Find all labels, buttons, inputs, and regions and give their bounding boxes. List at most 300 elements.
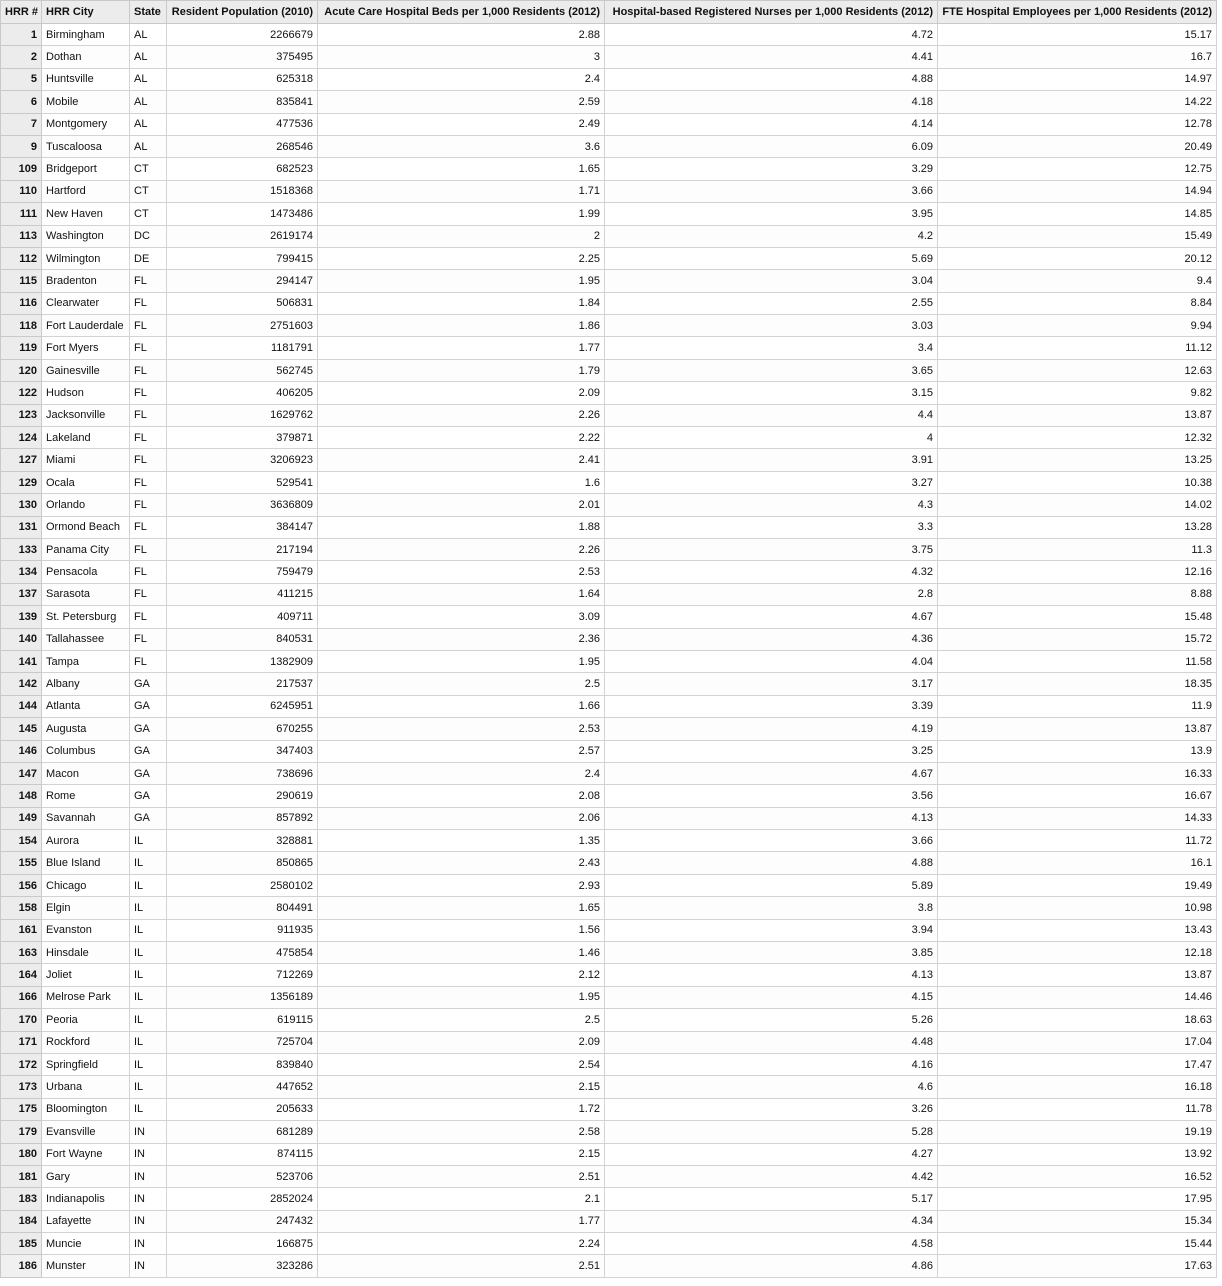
- hrr-city-cell[interactable]: Melrose Park: [42, 986, 130, 1008]
- population-cell[interactable]: 290619: [167, 785, 318, 807]
- hrr-number-cell[interactable]: 137: [1, 583, 42, 605]
- beds-cell[interactable]: 2.26: [318, 538, 605, 560]
- hrr-number-cell[interactable]: 186: [1, 1255, 42, 1277]
- employees-cell[interactable]: 11.9: [938, 695, 1217, 717]
- hrr-city-cell[interactable]: Pensacola: [42, 561, 130, 583]
- hrr-city-cell[interactable]: Ormond Beach: [42, 516, 130, 538]
- beds-cell[interactable]: 1.66: [318, 695, 605, 717]
- population-cell[interactable]: 911935: [167, 919, 318, 941]
- table-row[interactable]: [1, 1165, 1217, 1187]
- employees-cell[interactable]: 10.38: [938, 471, 1217, 493]
- state-cell[interactable]: AL: [130, 68, 167, 90]
- population-cell[interactable]: 3636809: [167, 494, 318, 516]
- state-cell[interactable]: AL: [130, 135, 167, 157]
- hrr-number-cell[interactable]: 109: [1, 158, 42, 180]
- hrr-number-cell[interactable]: 122: [1, 382, 42, 404]
- employees-cell[interactable]: 20.49: [938, 135, 1217, 157]
- table-row[interactable]: [1, 561, 1217, 583]
- state-cell[interactable]: FL: [130, 583, 167, 605]
- state-cell[interactable]: IL: [130, 830, 167, 852]
- state-cell[interactable]: CT: [130, 203, 167, 225]
- table-row[interactable]: [1, 785, 1217, 807]
- beds-cell[interactable]: 3: [318, 46, 605, 68]
- hrr-city-cell[interactable]: Hinsdale: [42, 942, 130, 964]
- hrr-city-cell[interactable]: Clearwater: [42, 292, 130, 314]
- beds-cell[interactable]: 2.93: [318, 874, 605, 896]
- hrr-city-cell[interactable]: Birmingham: [42, 24, 130, 46]
- hrr-number-cell[interactable]: 5: [1, 68, 42, 90]
- hrr-number-cell[interactable]: 164: [1, 964, 42, 986]
- hrr-city-cell[interactable]: Bloomington: [42, 1098, 130, 1120]
- table-row[interactable]: [1, 292, 1217, 314]
- hrr-number-cell[interactable]: 154: [1, 830, 42, 852]
- hrr-city-cell[interactable]: Muncie: [42, 1233, 130, 1255]
- nurses-cell[interactable]: 4.88: [605, 852, 938, 874]
- employees-cell[interactable]: 13.9: [938, 740, 1217, 762]
- hrr-city-cell[interactable]: Gary: [42, 1165, 130, 1187]
- table-row[interactable]: [1, 449, 1217, 471]
- employees-cell[interactable]: 11.3: [938, 538, 1217, 560]
- beds-cell[interactable]: 2.09: [318, 382, 605, 404]
- beds-cell[interactable]: 1.35: [318, 830, 605, 852]
- hrr-city-cell[interactable]: Elgin: [42, 897, 130, 919]
- population-cell[interactable]: 2751603: [167, 315, 318, 337]
- nurses-cell[interactable]: 3.27: [605, 471, 938, 493]
- state-cell[interactable]: IL: [130, 919, 167, 941]
- employees-cell[interactable]: 14.46: [938, 986, 1217, 1008]
- hrr-number-cell[interactable]: 134: [1, 561, 42, 583]
- beds-cell[interactable]: 2.54: [318, 1053, 605, 1075]
- hrr-city-cell[interactable]: Lafayette: [42, 1210, 130, 1232]
- hrr-city-cell[interactable]: Miami: [42, 449, 130, 471]
- population-cell[interactable]: 328881: [167, 830, 318, 852]
- population-cell[interactable]: 523706: [167, 1165, 318, 1187]
- hrr-city-cell[interactable]: Munster: [42, 1255, 130, 1277]
- population-cell[interactable]: 1473486: [167, 203, 318, 225]
- hrr-city-cell[interactable]: Macon: [42, 762, 130, 784]
- state-cell[interactable]: FL: [130, 650, 167, 672]
- hrr-number-cell[interactable]: 145: [1, 718, 42, 740]
- beds-cell[interactable]: 3.6: [318, 135, 605, 157]
- table-row[interactable]: [1, 650, 1217, 672]
- beds-cell[interactable]: 2.49: [318, 113, 605, 135]
- employees-cell[interactable]: 13.87: [938, 718, 1217, 740]
- beds-cell[interactable]: 1.56: [318, 919, 605, 941]
- nurses-cell[interactable]: 3.3: [605, 516, 938, 538]
- hrr-number-cell[interactable]: 140: [1, 628, 42, 650]
- table-row[interactable]: [1, 1053, 1217, 1075]
- hrr-number-cell[interactable]: 139: [1, 606, 42, 628]
- employees-cell[interactable]: 14.85: [938, 203, 1217, 225]
- beds-cell[interactable]: 2.59: [318, 91, 605, 113]
- hrr-number-cell[interactable]: 1: [1, 24, 42, 46]
- population-cell[interactable]: 3206923: [167, 449, 318, 471]
- nurses-cell[interactable]: 3.94: [605, 919, 938, 941]
- employees-cell[interactable]: 15.17: [938, 24, 1217, 46]
- employees-cell[interactable]: 16.7: [938, 46, 1217, 68]
- state-cell[interactable]: IL: [130, 1098, 167, 1120]
- table-row[interactable]: [1, 583, 1217, 605]
- state-cell[interactable]: IN: [130, 1165, 167, 1187]
- employees-cell[interactable]: 14.33: [938, 807, 1217, 829]
- hrr-number-cell[interactable]: 185: [1, 1233, 42, 1255]
- hrr-city-cell[interactable]: Tuscaloosa: [42, 135, 130, 157]
- beds-cell[interactable]: 2.43: [318, 852, 605, 874]
- employees-cell[interactable]: 9.82: [938, 382, 1217, 404]
- population-cell[interactable]: 738696: [167, 762, 318, 784]
- table-row[interactable]: [1, 359, 1217, 381]
- table-row[interactable]: [1, 471, 1217, 493]
- state-cell[interactable]: GA: [130, 718, 167, 740]
- hrr-number-cell[interactable]: 113: [1, 225, 42, 247]
- hrr-city-cell[interactable]: Aurora: [42, 830, 130, 852]
- table-row[interactable]: [1, 606, 1217, 628]
- hrr-number-cell[interactable]: 131: [1, 516, 42, 538]
- population-cell[interactable]: 839840: [167, 1053, 318, 1075]
- table-row[interactable]: [1, 695, 1217, 717]
- table-row[interactable]: [1, 113, 1217, 135]
- beds-cell[interactable]: 2.24: [318, 1233, 605, 1255]
- state-cell[interactable]: IL: [130, 852, 167, 874]
- population-cell[interactable]: 205633: [167, 1098, 318, 1120]
- hrr-number-cell[interactable]: 180: [1, 1143, 42, 1165]
- beds-cell[interactable]: 2: [318, 225, 605, 247]
- beds-cell[interactable]: 2.06: [318, 807, 605, 829]
- population-cell[interactable]: 447652: [167, 1076, 318, 1098]
- employees-cell[interactable]: 8.88: [938, 583, 1217, 605]
- hrr-city-cell[interactable]: Springfield: [42, 1053, 130, 1075]
- nurses-cell[interactable]: 4.13: [605, 807, 938, 829]
- hrr-city-cell[interactable]: Sarasota: [42, 583, 130, 605]
- state-cell[interactable]: GA: [130, 740, 167, 762]
- hrr-city-cell[interactable]: Tampa: [42, 650, 130, 672]
- hrr-city-cell[interactable]: Blue Island: [42, 852, 130, 874]
- table-row[interactable]: [1, 68, 1217, 90]
- employees-cell[interactable]: 16.52: [938, 1165, 1217, 1187]
- hrr-number-cell[interactable]: 144: [1, 695, 42, 717]
- table-row[interactable]: [1, 1076, 1217, 1098]
- population-cell[interactable]: 619115: [167, 1009, 318, 1031]
- state-cell[interactable]: AL: [130, 46, 167, 68]
- nurses-cell[interactable]: 3.66: [605, 180, 938, 202]
- beds-cell[interactable]: 1.86: [318, 315, 605, 337]
- beds-cell[interactable]: 2.09: [318, 1031, 605, 1053]
- col-header-resident-population[interactable]: Resident Population (2010): [167, 1, 318, 24]
- table-row[interactable]: [1, 1210, 1217, 1232]
- state-cell[interactable]: FL: [130, 292, 167, 314]
- state-cell[interactable]: IL: [130, 1076, 167, 1098]
- population-cell[interactable]: 294147: [167, 270, 318, 292]
- hrr-city-cell[interactable]: Rockford: [42, 1031, 130, 1053]
- population-cell[interactable]: 670255: [167, 718, 318, 740]
- beds-cell[interactable]: 1.84: [318, 292, 605, 314]
- state-cell[interactable]: IL: [130, 1009, 167, 1031]
- population-cell[interactable]: 6245951: [167, 695, 318, 717]
- employees-cell[interactable]: 13.25: [938, 449, 1217, 471]
- employees-cell[interactable]: 12.78: [938, 113, 1217, 135]
- table-row[interactable]: [1, 673, 1217, 695]
- nurses-cell[interactable]: 3.66: [605, 830, 938, 852]
- population-cell[interactable]: 799415: [167, 247, 318, 269]
- beds-cell[interactable]: 1.65: [318, 158, 605, 180]
- hrr-number-cell[interactable]: 158: [1, 897, 42, 919]
- beds-cell[interactable]: 2.01: [318, 494, 605, 516]
- hrr-city-cell[interactable]: Evanston: [42, 919, 130, 941]
- nurses-cell[interactable]: 4.36: [605, 628, 938, 650]
- beds-cell[interactable]: 1.71: [318, 180, 605, 202]
- employees-cell[interactable]: 14.22: [938, 91, 1217, 113]
- state-cell[interactable]: IL: [130, 986, 167, 1008]
- employees-cell[interactable]: 16.33: [938, 762, 1217, 784]
- hrr-city-cell[interactable]: Rome: [42, 785, 130, 807]
- state-cell[interactable]: IL: [130, 942, 167, 964]
- employees-cell[interactable]: 11.78: [938, 1098, 1217, 1120]
- table-row[interactable]: [1, 718, 1217, 740]
- state-cell[interactable]: GA: [130, 695, 167, 717]
- employees-cell[interactable]: 17.63: [938, 1255, 1217, 1277]
- state-cell[interactable]: GA: [130, 673, 167, 695]
- hrr-number-cell[interactable]: 130: [1, 494, 42, 516]
- state-cell[interactable]: AL: [130, 24, 167, 46]
- hrr-number-cell[interactable]: 112: [1, 247, 42, 269]
- nurses-cell[interactable]: 4.48: [605, 1031, 938, 1053]
- table-row[interactable]: [1, 919, 1217, 941]
- hrr-city-cell[interactable]: New Haven: [42, 203, 130, 225]
- hrr-number-cell[interactable]: 183: [1, 1188, 42, 1210]
- employees-cell[interactable]: 9.4: [938, 270, 1217, 292]
- table-row[interactable]: [1, 897, 1217, 919]
- table-row[interactable]: [1, 382, 1217, 404]
- col-header-fte-employees[interactable]: FTE Hospital Employees per 1,000 Residents (2012): [938, 1, 1217, 24]
- hrr-number-cell[interactable]: 172: [1, 1053, 42, 1075]
- table-row[interactable]: [1, 24, 1217, 46]
- population-cell[interactable]: 347403: [167, 740, 318, 762]
- population-cell[interactable]: 506831: [167, 292, 318, 314]
- hrr-number-cell[interactable]: 111: [1, 203, 42, 225]
- table-row[interactable]: [1, 494, 1217, 516]
- beds-cell[interactable]: 2.53: [318, 718, 605, 740]
- table-row[interactable]: [1, 135, 1217, 157]
- hrr-city-cell[interactable]: Fort Myers: [42, 337, 130, 359]
- employees-cell[interactable]: 15.72: [938, 628, 1217, 650]
- nurses-cell[interactable]: 4.13: [605, 964, 938, 986]
- hrr-number-cell[interactable]: 175: [1, 1098, 42, 1120]
- beds-cell[interactable]: 2.88: [318, 24, 605, 46]
- table-row[interactable]: [1, 986, 1217, 1008]
- state-cell[interactable]: FL: [130, 606, 167, 628]
- beds-cell[interactable]: 1.64: [318, 583, 605, 605]
- population-cell[interactable]: 712269: [167, 964, 318, 986]
- employees-cell[interactable]: 13.87: [938, 964, 1217, 986]
- nurses-cell[interactable]: 5.26: [605, 1009, 938, 1031]
- population-cell[interactable]: 2619174: [167, 225, 318, 247]
- employees-cell[interactable]: 12.32: [938, 427, 1217, 449]
- col-header-hrr-number[interactable]: HRR #: [1, 1, 42, 24]
- table-row[interactable]: [1, 807, 1217, 829]
- hrr-number-cell[interactable]: 147: [1, 762, 42, 784]
- beds-cell[interactable]: 2.15: [318, 1143, 605, 1165]
- col-header-state[interactable]: State: [130, 1, 167, 24]
- hrr-city-cell[interactable]: Urbana: [42, 1076, 130, 1098]
- table-row[interactable]: [1, 1098, 1217, 1120]
- population-cell[interactable]: 411215: [167, 583, 318, 605]
- state-cell[interactable]: FL: [130, 628, 167, 650]
- population-cell[interactable]: 323286: [167, 1255, 318, 1277]
- hrr-city-cell[interactable]: Joliet: [42, 964, 130, 986]
- table-row[interactable]: [1, 1009, 1217, 1031]
- employees-cell[interactable]: 14.02: [938, 494, 1217, 516]
- state-cell[interactable]: DE: [130, 247, 167, 269]
- beds-cell[interactable]: 2.12: [318, 964, 605, 986]
- population-cell[interactable]: 874115: [167, 1143, 318, 1165]
- nurses-cell[interactable]: 5.69: [605, 247, 938, 269]
- hrr-city-cell[interactable]: Columbus: [42, 740, 130, 762]
- hrr-number-cell[interactable]: 166: [1, 986, 42, 1008]
- nurses-cell[interactable]: 3.26: [605, 1098, 938, 1120]
- population-cell[interactable]: 477536: [167, 113, 318, 135]
- population-cell[interactable]: 1629762: [167, 404, 318, 426]
- beds-cell[interactable]: 2.4: [318, 762, 605, 784]
- state-cell[interactable]: AL: [130, 91, 167, 113]
- state-cell[interactable]: CT: [130, 158, 167, 180]
- nurses-cell[interactable]: 4.18: [605, 91, 938, 113]
- nurses-cell[interactable]: 3.65: [605, 359, 938, 381]
- hrr-city-cell[interactable]: Ocala: [42, 471, 130, 493]
- hrr-number-cell[interactable]: 171: [1, 1031, 42, 1053]
- nurses-cell[interactable]: 4.2: [605, 225, 938, 247]
- nurses-cell[interactable]: 4.42: [605, 1165, 938, 1187]
- state-cell[interactable]: FL: [130, 471, 167, 493]
- hrr-number-cell[interactable]: 127: [1, 449, 42, 471]
- employees-cell[interactable]: 9.94: [938, 315, 1217, 337]
- beds-cell[interactable]: 1.65: [318, 897, 605, 919]
- state-cell[interactable]: FL: [130, 516, 167, 538]
- col-header-hospital-beds[interactable]: Acute Care Hospital Beds per 1,000 Residents (2012): [318, 1, 605, 24]
- population-cell[interactable]: 1181791: [167, 337, 318, 359]
- population-cell[interactable]: 166875: [167, 1233, 318, 1255]
- table-row[interactable]: [1, 225, 1217, 247]
- population-cell[interactable]: 625318: [167, 68, 318, 90]
- population-cell[interactable]: 850865: [167, 852, 318, 874]
- beds-cell[interactable]: 2.22: [318, 427, 605, 449]
- state-cell[interactable]: IL: [130, 964, 167, 986]
- state-cell[interactable]: CT: [130, 180, 167, 202]
- table-row[interactable]: [1, 203, 1217, 225]
- hrr-number-cell[interactable]: 129: [1, 471, 42, 493]
- nurses-cell[interactable]: 4.3: [605, 494, 938, 516]
- employees-cell[interactable]: 10.98: [938, 897, 1217, 919]
- population-cell[interactable]: 384147: [167, 516, 318, 538]
- employees-cell[interactable]: 17.04: [938, 1031, 1217, 1053]
- employees-cell[interactable]: 11.72: [938, 830, 1217, 852]
- employees-cell[interactable]: 14.97: [938, 68, 1217, 90]
- table-row[interactable]: [1, 942, 1217, 964]
- state-cell[interactable]: IN: [130, 1233, 167, 1255]
- nurses-cell[interactable]: 3.29: [605, 158, 938, 180]
- hrr-city-cell[interactable]: Savannah: [42, 807, 130, 829]
- state-cell[interactable]: FL: [130, 538, 167, 560]
- population-cell[interactable]: 725704: [167, 1031, 318, 1053]
- population-cell[interactable]: 681289: [167, 1121, 318, 1143]
- table-row[interactable]: [1, 628, 1217, 650]
- employees-cell[interactable]: 15.44: [938, 1233, 1217, 1255]
- beds-cell[interactable]: 1.6: [318, 471, 605, 493]
- col-header-registered-nurses[interactable]: Hospital-based Registered Nurses per 1,000 Residents (2012): [605, 1, 938, 24]
- hrr-city-cell[interactable]: Dothan: [42, 46, 130, 68]
- state-cell[interactable]: GA: [130, 785, 167, 807]
- population-cell[interactable]: 1356189: [167, 986, 318, 1008]
- population-cell[interactable]: 379871: [167, 427, 318, 449]
- employees-cell[interactable]: 13.43: [938, 919, 1217, 941]
- hrr-city-cell[interactable]: Gainesville: [42, 359, 130, 381]
- state-cell[interactable]: FL: [130, 337, 167, 359]
- table-row[interactable]: [1, 180, 1217, 202]
- state-cell[interactable]: IN: [130, 1188, 167, 1210]
- beds-cell[interactable]: 2.5: [318, 1009, 605, 1031]
- table-row[interactable]: [1, 1233, 1217, 1255]
- nurses-cell[interactable]: 4.72: [605, 24, 938, 46]
- table-row[interactable]: [1, 91, 1217, 113]
- nurses-cell[interactable]: 3.56: [605, 785, 938, 807]
- beds-cell[interactable]: 2.1: [318, 1188, 605, 1210]
- hrr-city-cell[interactable]: Hudson: [42, 382, 130, 404]
- hrr-number-cell[interactable]: 123: [1, 404, 42, 426]
- employees-cell[interactable]: 13.92: [938, 1143, 1217, 1165]
- nurses-cell[interactable]: 3.15: [605, 382, 938, 404]
- population-cell[interactable]: 835841: [167, 91, 318, 113]
- population-cell[interactable]: 409711: [167, 606, 318, 628]
- state-cell[interactable]: DC: [130, 225, 167, 247]
- employees-cell[interactable]: 15.48: [938, 606, 1217, 628]
- beds-cell[interactable]: 1.77: [318, 337, 605, 359]
- state-cell[interactable]: GA: [130, 807, 167, 829]
- beds-cell[interactable]: 1.72: [318, 1098, 605, 1120]
- state-cell[interactable]: GA: [130, 762, 167, 784]
- employees-cell[interactable]: 18.63: [938, 1009, 1217, 1031]
- beds-cell[interactable]: 1.46: [318, 942, 605, 964]
- state-cell[interactable]: IL: [130, 874, 167, 896]
- employees-cell[interactable]: 15.49: [938, 225, 1217, 247]
- hrr-city-cell[interactable]: Panama City: [42, 538, 130, 560]
- state-cell[interactable]: FL: [130, 315, 167, 337]
- employees-cell[interactable]: 16.67: [938, 785, 1217, 807]
- beds-cell[interactable]: 1.88: [318, 516, 605, 538]
- state-cell[interactable]: FL: [130, 270, 167, 292]
- beds-cell[interactable]: 2.25: [318, 247, 605, 269]
- nurses-cell[interactable]: 4.27: [605, 1143, 938, 1165]
- nurses-cell[interactable]: 3.91: [605, 449, 938, 471]
- hrr-number-cell[interactable]: 116: [1, 292, 42, 314]
- population-cell[interactable]: 529541: [167, 471, 318, 493]
- hrr-number-cell[interactable]: 2: [1, 46, 42, 68]
- table-row[interactable]: [1, 1143, 1217, 1165]
- employees-cell[interactable]: 17.95: [938, 1188, 1217, 1210]
- table-row[interactable]: [1, 337, 1217, 359]
- population-cell[interactable]: 759479: [167, 561, 318, 583]
- nurses-cell[interactable]: 3.39: [605, 695, 938, 717]
- beds-cell[interactable]: 1.99: [318, 203, 605, 225]
- beds-cell[interactable]: 2.36: [318, 628, 605, 650]
- beds-cell[interactable]: 2.51: [318, 1255, 605, 1277]
- hrr-city-cell[interactable]: Lakeland: [42, 427, 130, 449]
- nurses-cell[interactable]: 4.88: [605, 68, 938, 90]
- beds-cell[interactable]: 1.77: [318, 1210, 605, 1232]
- table-row[interactable]: [1, 315, 1217, 337]
- hrr-number-cell[interactable]: 161: [1, 919, 42, 941]
- nurses-cell[interactable]: 4.19: [605, 718, 938, 740]
- population-cell[interactable]: 268546: [167, 135, 318, 157]
- hrr-city-cell[interactable]: Evansville: [42, 1121, 130, 1143]
